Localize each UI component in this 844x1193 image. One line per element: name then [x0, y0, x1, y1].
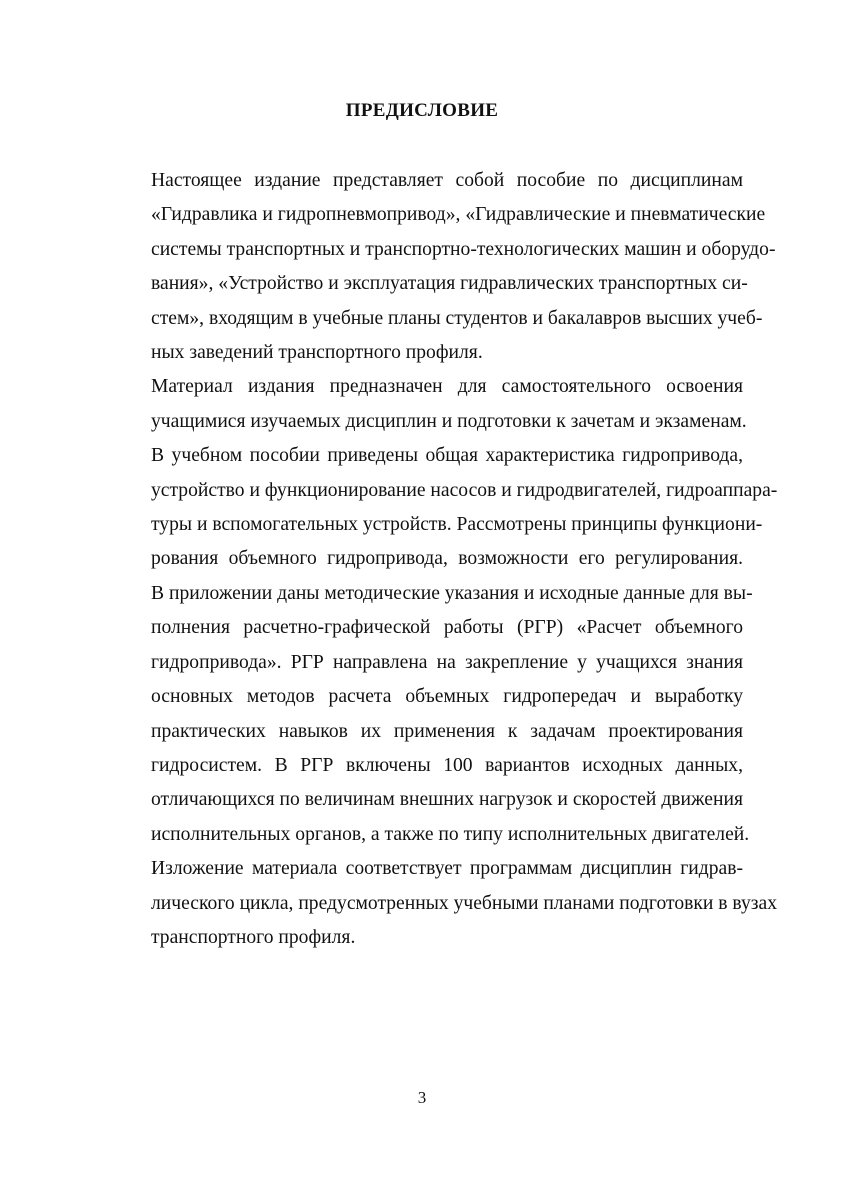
text-line: В приложении даны методические указания и исходные данные для вы- [151, 582, 753, 604]
paragraph-4 [101, 852, 778, 955]
paragraph-3 [101, 439, 778, 852]
text-line: В учебном пособии приведены общая характеристика гидропривода, [151, 445, 743, 467]
text-line: отличающихся по величинам внешних нагрузок и скоростей движения [151, 789, 743, 811]
text-line: рования объемного гидропривода, возможности его регулирования. [151, 548, 743, 570]
text-line: Изложение материала соответствует программам дисциплин гидрав- [151, 858, 743, 880]
text-line: исполнительных органов, а также по типу исполнительных двигателей. [151, 823, 750, 845]
text-line: Настоящее издание представляет собой пособие по дисциплинам [151, 170, 743, 191]
text-line: гидросистем. В РГР включены 100 вариантов исходных данных, [151, 754, 743, 776]
text-line: практических навыков их применения к задачам проектирования [151, 720, 743, 742]
text-line: гидропривода». РГР направлена на закрепление у учащихся знания [151, 651, 743, 673]
text-line: учащимися изучаемых дисциплин и подготовки к зачетам и экзаменам. [151, 410, 747, 432]
text-line: транспортного профиля. [151, 926, 356, 948]
page-number: 3 [417, 1088, 427, 1107]
text-line: полнения расчетно-графической работы (РГР) «Расчет объемного [151, 617, 743, 639]
paragraph-1 [101, 164, 776, 370]
text-line: устройство и функционирование насосов и гидродвигателей, гидроаппара- [151, 479, 778, 501]
page-title: ПРЕДИСЛОВИЕ [345, 100, 499, 121]
text-line: стем», входящим в учебные планы студентов и бакалавров высших учеб- [151, 307, 763, 329]
text-line: Материал издания предназначен для самостоятельного освоения [151, 376, 743, 398]
text-line: основных методов расчета объемных гидропередач и выработку [151, 686, 743, 708]
text-line: вания», «Устройство и эксплуатация гидравлических транспортных си- [151, 273, 748, 295]
text-line: туры и вспомогательных устройств. Рассмотрены принципы функциони- [151, 514, 763, 536]
text-line: лического цикла, предусмотренных учебными планами подготовки в вузах [151, 892, 778, 914]
text-line: ных заведений транспортного профиля. [151, 342, 483, 364]
text-line: «Гидравлика и гидропневмопривод», «Гидравлические и пневматические [151, 204, 766, 226]
text-line: системы транспортных и транспортно-технологических машин и оборудо- [151, 238, 776, 260]
paragraph-2 [101, 370, 747, 439]
body-text [101, 164, 778, 955]
